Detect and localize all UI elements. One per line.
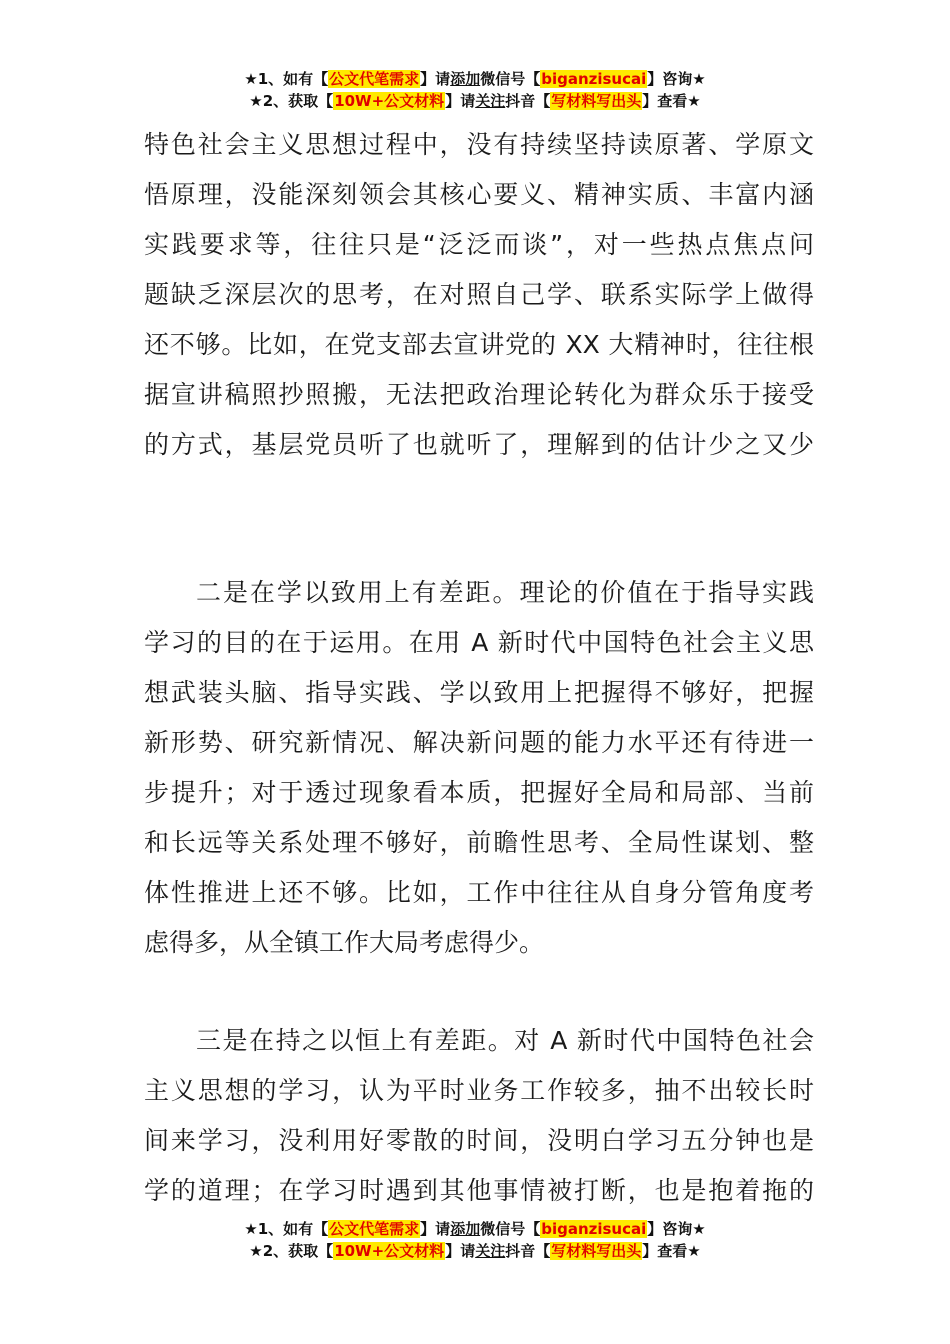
text-line: 新形势、研究新情况、解决新问题的能力水平还有待进一 (144, 728, 814, 757)
paragraph-continuation (144, 120, 814, 470)
text-line: 据宣讲稿照抄照搬，无法把政治理论转化为群众乐于接受 (144, 380, 814, 409)
footer-line-1-highlight-wechat: biganzisucai (541, 1220, 647, 1238)
footer-line-1-highlight-service: 公文代笔需求 (329, 1220, 420, 1238)
header-line-1-highlight-wechat: biganzisucai (541, 70, 647, 88)
header-line-1-suffix: 】咨询★ (647, 70, 706, 88)
header-line-2 (0, 90, 950, 112)
header-line-1-prefix: ★1、如有【 (244, 70, 329, 88)
footer-line-2 (0, 1240, 950, 1262)
text-line: 还不够。比如，在党支部去宣讲党的 XX 大精神时，往往根 (144, 330, 814, 359)
header-line-2-suffix: 】查看★ (642, 92, 701, 110)
footer-line-2-text: 】请 (445, 1242, 476, 1260)
footer-line-1-suffix: 】咨询★ (647, 1220, 706, 1238)
footer-line-2-highlight-materials: 10W+公文材料 (334, 1242, 445, 1260)
footer-line-1-underlined: 添加 (450, 1220, 481, 1238)
header-line-2-text-2: 抖音【 (505, 92, 551, 110)
header-line-2-prefix: ★2、获取【 (249, 92, 334, 110)
footer-line-2-underlined: 关注 (475, 1242, 506, 1260)
text-line: 学的道理；在学习时遇到其他事情被打断，也是抱着拖的 (144, 1176, 814, 1205)
text-line: 想武装头脑、指导实践、学以致用上把握得不够好，把握 (144, 678, 814, 707)
text-line: 体性推进上还不够。比如，工作中往往从自身分管角度考 (144, 878, 814, 907)
header-line-2-underlined: 关注 (475, 92, 506, 110)
footer-line-2-text-2: 抖音【 (505, 1242, 551, 1260)
paragraph-application-gap (144, 568, 814, 968)
header-line-1-highlight-service: 公文代笔需求 (329, 70, 420, 88)
text-line: 步提升；对于透过现象看本质，把握好全局和局部、当前 (144, 778, 814, 807)
text-line: 学习的目的在于运用。在用 A 新时代中国特色社会主义思 (144, 628, 814, 657)
footer-line-2-highlight-douyin: 写材料写出头 (551, 1242, 642, 1260)
footer-line-1-text-2: 微信号【 (480, 1220, 541, 1238)
header-line-1-text: 】请 (420, 70, 451, 88)
footer-banner (0, 1218, 950, 1262)
text-line: 的方式，基层党员听了也就听了，理解到的估计少之又少 (144, 430, 814, 459)
header-banner (0, 68, 950, 112)
header-line-1-text-2: 微信号【 (480, 70, 541, 88)
header-line-2-highlight-materials: 10W+公文材料 (334, 92, 445, 110)
footer-line-2-suffix: 】查看★ (642, 1242, 701, 1260)
footer-line-1-prefix: ★1、如有【 (244, 1220, 329, 1238)
text-line: 二是在学以致用上有差距。理论的价值在于指导实践 (196, 578, 814, 607)
footer-line-1 (0, 1218, 950, 1240)
text-line: 间来学习，没利用好零散的时间，没明白学习五分钟也是 (144, 1126, 814, 1155)
header-line-2-text: 】请 (445, 92, 476, 110)
text-line: 和长远等关系处理不够好，前瞻性思考、全局性谋划、整 (144, 828, 814, 857)
text-line: 题缺乏深层次的思考，在对照自己学、联系实际学上做得 (144, 280, 814, 309)
text-line: 悟原理，没能深刻领会其核心要义、精神实质、丰富内涵 (144, 180, 814, 209)
header-line-1-underlined: 添加 (450, 70, 481, 88)
header-line-1 (0, 68, 950, 90)
header-line-2-highlight-douyin: 写材料写出头 (551, 92, 642, 110)
paragraph-perseverance-gap (144, 1016, 814, 1216)
text-line: 特色社会主义思想过程中，没有持续坚持读原著、学原文 (144, 130, 814, 159)
footer-line-1-text: 】请 (420, 1220, 451, 1238)
text-line: 虑得多，从全镇工作大局考虑得少。 (144, 928, 545, 957)
text-line: 实践要求等，往往只是“泛泛而谈”，对一些热点焦点问 (144, 230, 814, 259)
footer-line-2-prefix: ★2、获取【 (249, 1242, 334, 1260)
text-line: 主义思想的学习，认为平时业务工作较多，抽不出较长时 (144, 1076, 814, 1105)
text-line: 三是在持之以恒上有差距。对 A 新时代中国特色社会 (196, 1026, 814, 1055)
